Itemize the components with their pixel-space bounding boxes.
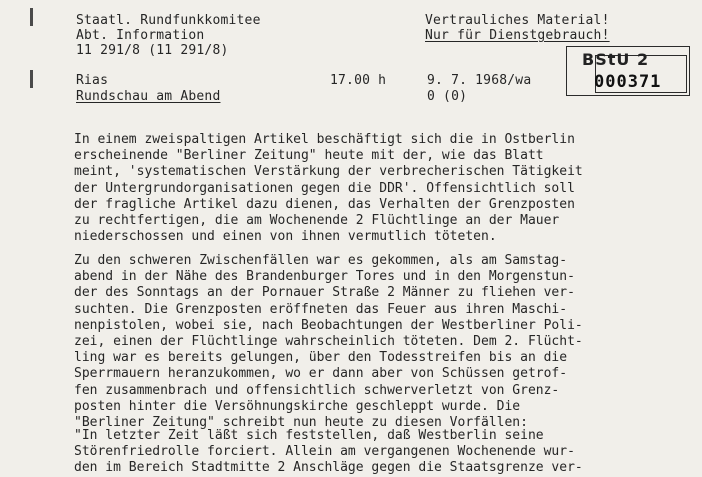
text-line: In einem zweispaltigen Artikel beschäftigt sich die in Ostberlin — [74, 132, 575, 147]
program-date: 9. 7. 1968/wa — [427, 73, 532, 88]
paragraph-2 — [74, 253, 694, 431]
stamp-number: 000371 — [594, 72, 662, 92]
text-line: Sperrmauern heranzukommen, wo er dann aber von Schüssen getrof- — [74, 366, 568, 382]
margin-mark — [30, 70, 33, 88]
sender-line-1: Staatl. Rundfunkkomitee — [76, 13, 261, 28]
text-line: fen zusammenbrach und offensichtlich schwerverletzt von Grenz- — [74, 382, 560, 398]
text-line: Störenfriedrolle forciert. Allein am vergangenen Wochenende wur- — [74, 444, 575, 460]
text-line: niederschossen und einen von ihnen vermutlich töteten. — [74, 229, 497, 245]
classification-line-1: Vertrauliches Material! — [425, 13, 610, 28]
paragraph-3 — [74, 428, 694, 477]
program-time: 17.00 h — [330, 73, 387, 88]
text-line: der Untergrundorganisationen gegen die DDR'. Offensichtlich soll — [74, 180, 575, 196]
program-title: Rundschau am Abend — [76, 89, 221, 104]
text-line: der des Sonntags an der Pornauer Straße 2 Männer zu fliehen ver- — [74, 285, 575, 301]
stamp-label: BStU 2 — [582, 50, 650, 69]
program-copies: 0 (0) — [427, 89, 468, 104]
text-line: "In letzter Zeit läßt sich feststellen, daß Westberlin seine — [74, 428, 544, 443]
text-line: suchten. Die Grenzposten eröffneten das Feuer aus ihren Maschi- — [74, 301, 568, 317]
text-line: ling war es bereits gelungen, über den Todesstreifen bis an die — [74, 350, 568, 366]
paragraph-1 — [74, 132, 694, 245]
text-line: zu rechtfertigen, die am Wochenende 2 Flüchtlinge an der Mauer — [74, 213, 560, 229]
program-station: Rias — [76, 73, 109, 88]
margin-mark — [30, 8, 33, 26]
text-line: "Berliner Zeitung" schreibt nun heute zu diesen Vorfällen: — [74, 415, 528, 431]
text-line: erscheinende "Berliner Zeitung" heute mit der, wie das Blatt — [74, 148, 544, 164]
sender-line-3: 11 291/8 (11 291/8) — [76, 43, 229, 58]
text-line: abend in der Nähe des Brandenburger Tores und in den Morgenstun- — [74, 269, 575, 285]
text-line: Zu den schweren Zwischenfällen war es gekommen, als am Samstag- — [74, 253, 568, 268]
text-line: der fragliche Artikel dazu dienen, das Verhalten der Grenzposten — [74, 196, 575, 212]
classification-line-2: Nur für Dienstgebrauch! — [425, 28, 610, 43]
text-line: posten hinter die Versöhnungskirche geschleppt wurde. Die — [74, 398, 521, 414]
text-line: zei, einen der Flüchtlinge wahrscheinlich töteten. Dem 2. Flücht- — [74, 334, 583, 350]
text-line: den im Bereich Stadtmitte 2 Anschläge gegen die Staatsgrenze ver- — [74, 460, 583, 476]
sender-line-2: Abt. Information — [76, 28, 205, 43]
text-line: nenpistolen, wobei sie, nach Beobachtungen der Westberliner Poli- — [74, 317, 583, 333]
text-line: meint, 'systematischen Verstärkung der verbrecherischen Tätigkeit — [74, 164, 583, 180]
